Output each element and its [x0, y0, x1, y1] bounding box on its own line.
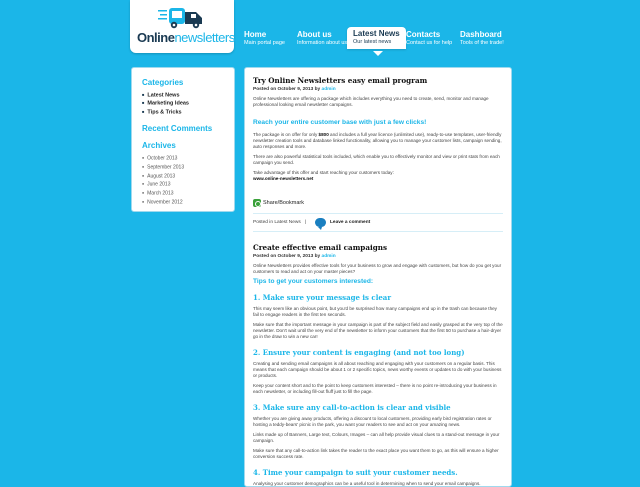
main-content — [244, 67, 512, 487]
price-details-text: and includes a full year licence (unlimited use), ready-to-use templates, user-friendly newsletter creation tools and database linked functionality, allowing you to manage your customer lists, campaign sending, auto responses and more. — [253, 132, 502, 149]
nav-about-title: About us — [297, 30, 332, 39]
tip-paragraph: Keep your content short and to the point to keep customers interested – there is no point re-introducing your business in each newsletter, or including fill-out fluff just to fill the page. — [253, 383, 497, 394]
archive-link[interactable]: ■ March 2013 — [142, 189, 226, 198]
comment-bubble-icon — [315, 218, 326, 227]
tips-heading: Tips to get your customers interested: — [253, 278, 374, 285]
nav-latest-news[interactable] — [347, 27, 406, 49]
tip-heading: 4. Time your campaign to suit your customer needs. — [253, 468, 458, 477]
archive-link[interactable]: ■ October 2013 — [142, 154, 226, 163]
category-link[interactable]: ■ Latest News — [142, 91, 226, 99]
category-link[interactable]: ■ Marketing Ideas — [142, 99, 226, 107]
nav-latest-news-title: Latest News — [353, 29, 400, 38]
nav-dashboard-sub: Tools of the trade! — [460, 40, 504, 46]
nav-contacts[interactable] — [406, 30, 452, 46]
post-paragraph: Online Newsletters provides effective tools for your business to grow and engage with customers, but how do you get your customers to read and act on your master pieces? — [253, 263, 502, 274]
logo-text-newsletters: newsletters — [174, 30, 235, 45]
active-nav-pointer — [373, 51, 383, 56]
post-meta — [253, 87, 503, 92]
archive-link[interactable]: ■ June 2013 — [142, 180, 226, 189]
logo-text — [137, 30, 235, 45]
tip-heading: 2. Ensure your content is engaging (and not too long) — [253, 348, 465, 357]
post-paragraph — [253, 170, 503, 182]
truck-logo-icon — [158, 6, 206, 30]
category-link[interactable]: ■ Tips & Tricks — [142, 108, 226, 116]
archives-heading: Archives — [142, 141, 176, 151]
leave-comment-link[interactable]: Leave a comment — [329, 220, 371, 225]
tip-paragraph: Creating and sending email campaigns is all about reaching and engaging with your customers on a regular basis. This means that each campaign should be about 1 or 2 specific topics, news worthy events or updates to do with your business or products. — [253, 361, 502, 378]
footer-separator: | — [304, 220, 306, 225]
post — [253, 243, 503, 487]
nav-home-title: Home — [244, 30, 267, 39]
nav-latest-news-sub: Our latest news — [353, 39, 392, 45]
nav-about-sub: Information about us — [297, 40, 348, 46]
post-paragraph — [253, 132, 503, 150]
post-date: Posted on October 9, 2013 by — [253, 87, 321, 92]
archive-link[interactable]: ■ September 2013 — [142, 163, 226, 172]
post-highlight: Reach your entire customer base with just a few clicks! — [253, 119, 427, 126]
tip-heading: 1. Make sure your message is clear — [253, 293, 392, 302]
nav-home[interactable] — [244, 30, 285, 46]
post-paragraph: There are also powerful statistical tools included, which enable you to effectively monitor and view or print stats from each campaign you send. — [253, 154, 500, 165]
post-author-link[interactable]: admin — [321, 254, 336, 259]
price-value: $800 — [318, 132, 329, 137]
nav-contacts-title: Contacts — [406, 30, 441, 39]
nav-dashboard[interactable] — [460, 30, 504, 46]
recent-comments-heading: Recent Comments — [142, 124, 213, 134]
post-date: Posted on October 9, 2013 by — [253, 254, 321, 259]
site-url-link[interactable]: www.online-newsletters.net — [253, 176, 314, 181]
nav-about[interactable] — [297, 30, 347, 46]
tip-paragraph: Links made up of Banners, Large text, Colours, Images – can all help provide visual clues to a stand-out message in your campaign. — [253, 432, 500, 443]
post-meta — [253, 254, 503, 259]
post-author-link[interactable]: admin — [321, 87, 336, 92]
posted-in-link[interactable]: Posted in Latest News — [253, 220, 301, 225]
tip-paragraph: Whether you are giving away products, offering a discount to local customers, providing early bird registration rates or hosting a teddy-bears' picnic in the park, you want your readers to see and act on your amazing news. — [253, 416, 492, 427]
price-intro-text: The package is on offer for only — [253, 132, 319, 137]
post — [253, 76, 503, 232]
tip-paragraph: This may seem like an obvious point, but you'd be surprised how many campaigns end up in the trash can because they fail to engage readers in the first ten seconds. — [253, 306, 497, 317]
post-title[interactable]: Try Online Newsletters easy email program — [253, 76, 428, 85]
categories-heading: Categories — [142, 78, 184, 87]
post-title[interactable]: Create effective email campaigns — [253, 243, 388, 252]
tip-heading: 3. Make sure any call-to-action is clear and visible — [253, 403, 451, 412]
share-label: Share/Bookmark — [263, 200, 304, 206]
share-bookmark-button[interactable] — [253, 199, 503, 207]
archive-link[interactable]: ■ August 2013 — [142, 172, 226, 181]
offer-text: Take advantage of this offer and start reaching your customers today: — [253, 170, 394, 175]
nav-home-sub: Main portal page — [244, 40, 285, 46]
post-paragraph: Online Newsletters are offering a package which includes everything you need to create, send, monitor and manage professional looking email newsletter campaigns. — [253, 96, 489, 107]
site-logo[interactable] — [130, 0, 234, 53]
nav-contacts-sub: Contact us for help — [406, 40, 453, 46]
tip-paragraph: Analysing your customer demographics can be a useful tool in determining when to send your email campaigns. — [253, 481, 481, 486]
tip-paragraph: Make sure that the important message in your campaign is part of the subject field and easily grasped at the very top of the newsletter. Don't wait until the very end of the newsletter to inform your customers that the first 50 to purchase a hair-dryer go in the draw to win a new car! — [253, 322, 503, 339]
nav-dashboard-title: Dashboard — [460, 30, 502, 39]
sidebar — [131, 67, 235, 212]
post-footer — [253, 213, 503, 232]
share-icon — [253, 199, 261, 207]
archive-link[interactable]: ■ November 2012 — [142, 198, 226, 207]
tip-paragraph: Make sure that any call-to-action link takes the reader to the exact place you want them to go, as this will ensure a higher conversion success rate. — [253, 448, 499, 459]
logo-text-online: Online — [137, 30, 175, 45]
